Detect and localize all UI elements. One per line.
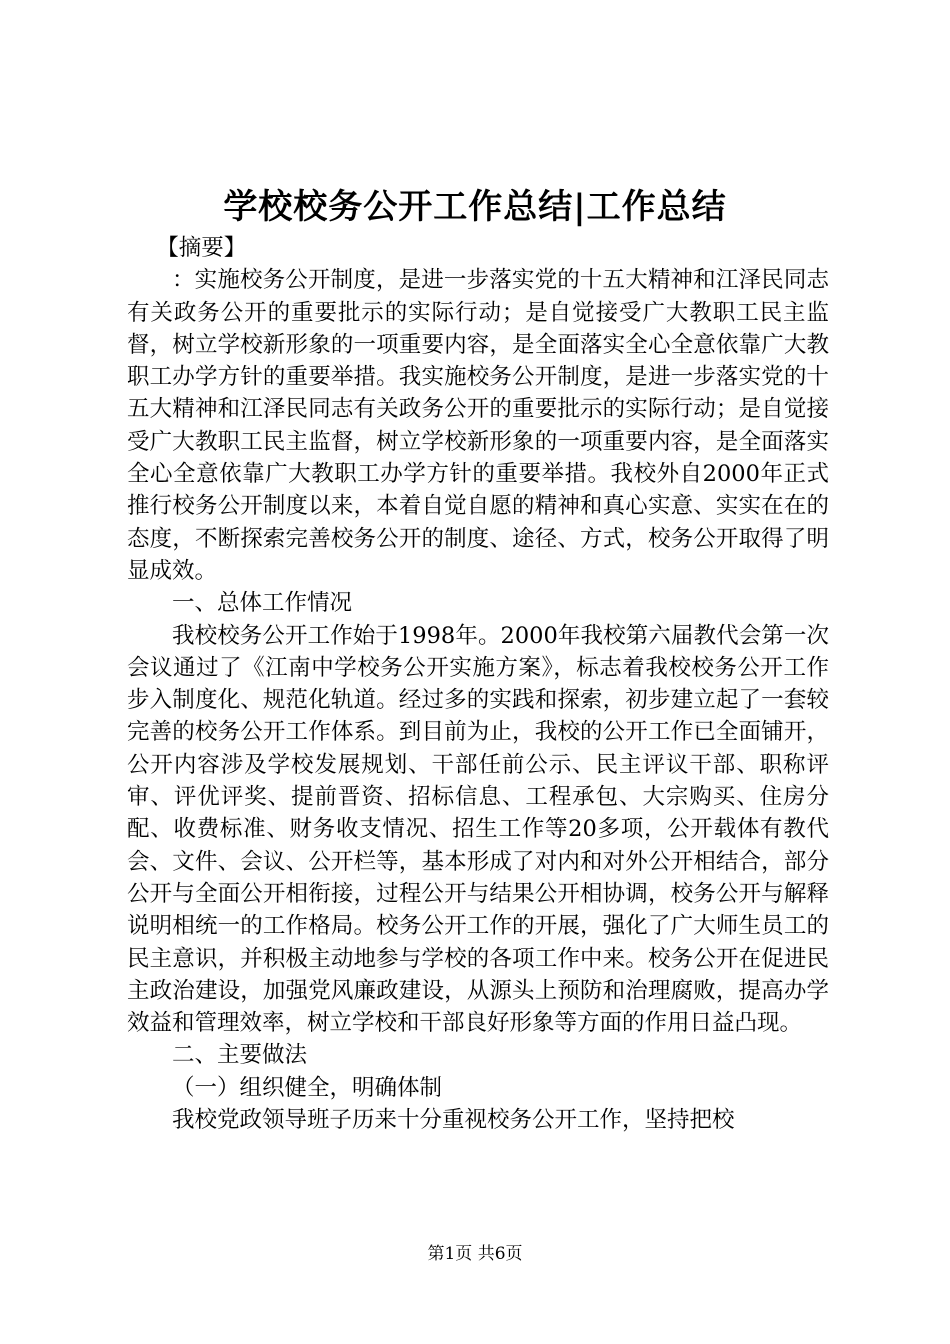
section-heading-overview: 一、总体工作情况 bbox=[172, 590, 353, 617]
subsection-heading-organization: （一）组织健全，明确体制 bbox=[172, 1074, 443, 1101]
abstract-paragraph: ：实施校务公开制度，是进一步落实党的十五大精神和江泽民同志有关政务公开的重要批示的实际行动；是自觉接受广大教职工民主监督，树立学校新形象的一项重要内容，是全面落实全心全意依靠广大教职工办学方针的重要举措。我实施校务公开制度，是进一步落实党的十五大精神和江泽民同志有关政务公开的重要批示的实际行动；是自觉接受广大教职工民主监督，树立学校新形象的一项重要内容，是全面落实全心全意依靠广大教职工办学方针的重要举措。我校外自2000年正式推行校务公开制度以来，本着自觉自愿的精神和真心实意、实实在在的态度，不断探索完善校务公开的制度、途径、方式，校务公开取得了明显成效。 bbox=[127, 267, 829, 584]
page-number: 第1页 bbox=[427, 1244, 473, 1264]
document-title: 学校校务公开工作总结|工作总结 bbox=[223, 187, 727, 227]
page-total: 共6页 bbox=[477, 1244, 523, 1264]
abstract-label: 【摘要】 bbox=[156, 235, 247, 261]
overview-paragraph: 我校校务公开工作始于1998年。2000年我校第六届教代会第一次会议通过了《江南中学校务公开实施方案》，标志着我校校务公开工作步入制度化、规范化轨道。经过多的实践和探索，初步建立起了一套较完善的校务公开工作体系。到目前为止，我校的公开工作已全面铺开，公开内容涉及学校发展规划、干部任前公示、民主评议干部、职称评审、评优评奖、提前晋资、招标信息、工程承包、大宗购买、住房分配、收费标准、财务收支情况、招生工作等20多项，公开载体有教代会、文件、会议、公开栏等，基本形成了对内和对外公开相结合，部分公开与全面公开相衔接，过程公开与结果公开相协调，校务公开与解释说明相统一的工作格局。校务公开工作的开展，强化了广大师生员工的民主意识，并积极主动地参与学校的各项工作中来。校务公开在促进民主政治建设，加强党风廉政建设，从源头上预防和治理腐败，提高办学效益和管理效率，树立学校和干部良好形象等方面的作用日益凸现。 bbox=[127, 622, 829, 1037]
organization-paragraph: 我校党政领导班子历来十分重视校务公开工作，坚持把校 bbox=[172, 1107, 735, 1134]
page-footer bbox=[0, 1243, 950, 1265]
document-body bbox=[127, 232, 829, 1136]
section-heading-methods: 二、主要做法 bbox=[172, 1042, 308, 1069]
